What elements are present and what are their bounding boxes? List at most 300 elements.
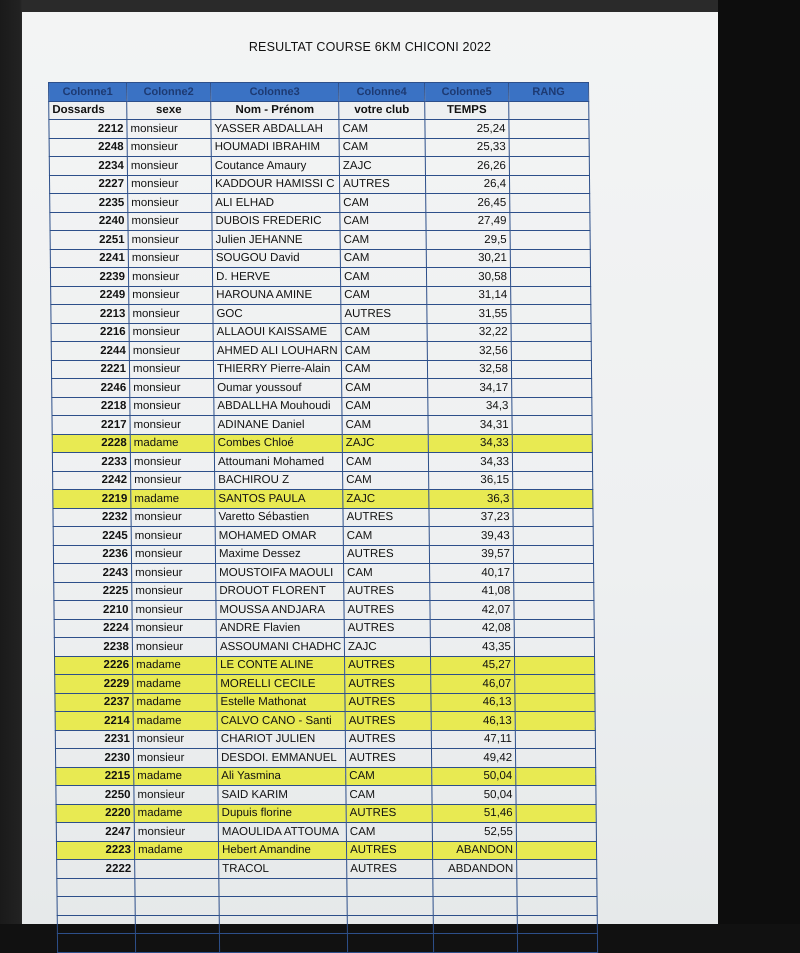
table-row bbox=[53, 545, 593, 564]
time-cell[interactable]: 34,33 bbox=[428, 434, 512, 453]
time-cell[interactable]: 51,46 bbox=[432, 804, 516, 823]
sexe-cell[interactable]: monsieur bbox=[132, 582, 216, 601]
name-cell[interactable]: Estelle Mathonat bbox=[217, 693, 345, 712]
dossard-cell[interactable]: 2244 bbox=[51, 342, 129, 361]
rang-cell[interactable] bbox=[510, 249, 590, 268]
name-cell[interactable]: ADINANE Daniel bbox=[214, 416, 342, 435]
time-cell[interactable]: 31,55 bbox=[427, 305, 511, 324]
time-cell[interactable]: 42,07 bbox=[430, 601, 514, 620]
dossard-cell[interactable]: 2233 bbox=[52, 453, 130, 472]
empty-cell[interactable] bbox=[517, 878, 597, 897]
empty-cell[interactable] bbox=[433, 934, 517, 953]
name-cell[interactable]: SOUGOU David bbox=[212, 249, 340, 268]
rang-cell[interactable] bbox=[512, 379, 592, 398]
club-cell[interactable]: AUTRES bbox=[344, 582, 430, 601]
name-cell[interactable]: Ali Yasmina bbox=[218, 767, 346, 786]
name-cell[interactable]: YASSER ABDALLAH bbox=[211, 120, 339, 139]
rang-cell[interactable] bbox=[515, 675, 595, 694]
rang-cell[interactable] bbox=[512, 453, 592, 472]
time-cell[interactable]: 34,33 bbox=[428, 453, 512, 472]
name-cell[interactable]: DUBOIS FREDERIC bbox=[212, 212, 340, 231]
name-cell[interactable]: MAOULIDA ATTOUMA bbox=[218, 823, 346, 842]
sexe-cell[interactable]: monsieur bbox=[133, 730, 217, 749]
dossard-cell[interactable]: 2232 bbox=[53, 508, 131, 527]
empty-cell[interactable] bbox=[517, 897, 597, 916]
empty-cell[interactable] bbox=[135, 915, 219, 934]
rang-cell[interactable] bbox=[516, 767, 596, 786]
time-cell[interactable]: 37,23 bbox=[429, 508, 513, 527]
club-cell[interactable]: AUTRES bbox=[345, 675, 431, 694]
empty-cell[interactable] bbox=[219, 934, 347, 953]
empty-row bbox=[57, 915, 597, 934]
time-cell[interactable]: 50,04 bbox=[432, 767, 516, 786]
time-cell[interactable]: 39,57 bbox=[429, 545, 513, 564]
dossard-cell[interactable]: 2246 bbox=[52, 379, 130, 398]
dossard-cell[interactable]: 2240 bbox=[50, 212, 128, 231]
time-cell[interactable]: 32,22 bbox=[427, 323, 511, 342]
table-row bbox=[55, 730, 595, 749]
time-cell[interactable]: 39,43 bbox=[429, 527, 513, 546]
sexe-cell[interactable]: madame bbox=[134, 841, 218, 860]
table-row bbox=[53, 490, 593, 509]
document-title: RESULTAT COURSE 6KM CHICONI 2022 bbox=[248, 40, 492, 54]
club-cell[interactable]: AUTRES bbox=[339, 175, 425, 194]
club-cell[interactable]: CAM bbox=[339, 120, 425, 139]
sexe-cell[interactable]: madame bbox=[133, 656, 217, 675]
rang-cell[interactable] bbox=[515, 656, 595, 675]
name-cell[interactable]: Coutance Amaury bbox=[211, 157, 339, 176]
name-cell[interactable]: SANTOS PAULA bbox=[215, 490, 343, 509]
time-cell[interactable]: ABDANDON bbox=[433, 860, 517, 879]
name-cell[interactable]: KADDOUR HAMISSI C bbox=[211, 175, 339, 194]
empty-cell[interactable] bbox=[347, 897, 433, 916]
club-cell[interactable]: CAM bbox=[343, 527, 429, 546]
sexe-cell[interactable]: monsieur bbox=[129, 323, 213, 342]
time-cell[interactable]: 25,24 bbox=[425, 120, 509, 139]
sexe-cell[interactable] bbox=[135, 860, 219, 879]
rang-cell[interactable] bbox=[514, 619, 594, 638]
dossard-cell[interactable]: 2231 bbox=[55, 730, 133, 749]
sexe-cell[interactable]: monsieur bbox=[131, 471, 215, 490]
club-cell[interactable]: CAM bbox=[346, 786, 432, 805]
club-cell[interactable]: CAM bbox=[340, 268, 426, 287]
empty-cell[interactable] bbox=[57, 915, 135, 934]
sexe-cell[interactable]: madame bbox=[133, 693, 217, 712]
club-cell[interactable]: CAM bbox=[340, 194, 426, 213]
time-cell[interactable]: 43,35 bbox=[430, 638, 514, 657]
time-cell[interactable]: ABANDON bbox=[432, 841, 516, 860]
sexe-cell[interactable]: monsieur bbox=[130, 379, 214, 398]
time-cell[interactable]: 30,21 bbox=[426, 249, 510, 268]
sexe-cell[interactable]: monsieur bbox=[130, 453, 214, 472]
table-row bbox=[51, 360, 591, 379]
dossard-cell[interactable]: 2239 bbox=[50, 268, 128, 287]
table-row bbox=[56, 767, 596, 786]
sexe-cell[interactable]: madame bbox=[133, 712, 217, 731]
sexe-cell[interactable]: monsieur bbox=[128, 231, 212, 250]
sexe-cell[interactable]: monsieur bbox=[129, 286, 213, 305]
empty-row bbox=[57, 934, 597, 953]
club-cell[interactable]: ZAJC bbox=[342, 434, 428, 453]
table-row bbox=[52, 434, 592, 453]
time-cell[interactable]: 32,56 bbox=[427, 342, 511, 361]
table-row bbox=[52, 379, 592, 398]
time-cell[interactable]: 45,27 bbox=[431, 656, 515, 675]
dossard-cell[interactable]: 2212 bbox=[49, 120, 127, 139]
dossard-cell[interactable]: 2219 bbox=[53, 490, 131, 509]
sexe-cell[interactable]: madame bbox=[134, 804, 218, 823]
club-cell[interactable]: AUTRES bbox=[346, 841, 432, 860]
rang-cell[interactable] bbox=[509, 138, 589, 157]
dossard-cell[interactable]: 2217 bbox=[52, 416, 130, 435]
time-cell[interactable]: 34,17 bbox=[428, 379, 512, 398]
rang-cell[interactable] bbox=[510, 268, 590, 287]
time-cell[interactable]: 49,42 bbox=[431, 749, 515, 768]
rang-cell[interactable] bbox=[510, 194, 590, 213]
name-cell[interactable]: Varetto Sébastien bbox=[215, 508, 343, 527]
name-cell[interactable]: Hebert Amandine bbox=[218, 841, 346, 860]
name-cell[interactable]: AHMED ALI LOUHARN bbox=[213, 342, 341, 361]
sexe-cell[interactable]: monsieur bbox=[134, 823, 218, 842]
club-cell[interactable]: CAM bbox=[340, 231, 426, 250]
sexe-cell[interactable]: madame bbox=[133, 675, 217, 694]
sexe-cell[interactable]: monsieur bbox=[131, 527, 215, 546]
club-cell[interactable]: ZAJC bbox=[343, 490, 429, 509]
name-cell[interactable]: ANDRE Flavien bbox=[216, 619, 344, 638]
sexe-cell[interactable]: monsieur bbox=[131, 545, 215, 564]
sexe-cell[interactable]: monsieur bbox=[127, 138, 211, 157]
sexe-cell[interactable]: monsieur bbox=[128, 268, 212, 287]
rang-cell[interactable] bbox=[513, 527, 593, 546]
empty-cell[interactable] bbox=[517, 915, 597, 934]
empty-cell[interactable] bbox=[347, 878, 433, 897]
sexe-cell[interactable]: monsieur bbox=[130, 397, 214, 416]
empty-cell[interactable] bbox=[219, 915, 347, 934]
rang-cell[interactable] bbox=[513, 471, 593, 490]
sexe-cell[interactable]: monsieur bbox=[129, 360, 213, 379]
club-cell[interactable]: AUTRES bbox=[343, 508, 429, 527]
dossard-cell[interactable]: 2224 bbox=[54, 619, 132, 638]
rang-cell[interactable] bbox=[511, 305, 591, 324]
column-header[interactable]: Colonne3 bbox=[211, 83, 339, 102]
time-cell[interactable]: 34,3 bbox=[428, 397, 512, 416]
name-cell[interactable]: TRACOL bbox=[219, 860, 347, 879]
dossard-cell[interactable]: 2223 bbox=[56, 841, 134, 860]
club-cell[interactable]: CAM bbox=[341, 286, 427, 305]
time-cell[interactable]: 30,58 bbox=[426, 268, 510, 287]
sexe-cell[interactable]: monsieur bbox=[128, 212, 212, 231]
club-cell[interactable]: AUTRES bbox=[345, 656, 431, 675]
empty-cell[interactable] bbox=[57, 934, 135, 953]
empty-cell[interactable] bbox=[517, 934, 597, 953]
name-cell[interactable]: MOUSTOIFA MAOULI bbox=[216, 564, 344, 583]
name-cell[interactable]: Maxime Dessez bbox=[215, 545, 343, 564]
dossard-cell[interactable]: 2234 bbox=[49, 157, 127, 176]
field-header-nom: Nom - Prénom bbox=[211, 101, 339, 120]
rang-cell[interactable] bbox=[515, 693, 595, 712]
name-cell[interactable]: D. HERVE bbox=[212, 268, 340, 287]
sexe-cell[interactable]: monsieur bbox=[131, 508, 215, 527]
dossard-cell[interactable]: 2228 bbox=[52, 434, 130, 453]
rang-cell[interactable] bbox=[509, 157, 589, 176]
club-cell[interactable]: AUTRES bbox=[347, 860, 433, 879]
rang-cell[interactable] bbox=[511, 286, 591, 305]
name-cell[interactable]: MOHAMED OMAR bbox=[215, 527, 343, 546]
dossard-cell[interactable]: 2222 bbox=[57, 860, 135, 879]
dossard-cell[interactable]: 2225 bbox=[54, 582, 132, 601]
rang-cell[interactable] bbox=[511, 323, 591, 342]
name-cell[interactable]: SAID KARIM bbox=[218, 786, 346, 805]
dossard-cell[interactable]: 2218 bbox=[52, 397, 130, 416]
name-cell[interactable]: THIERRY Pierre-Alain bbox=[213, 360, 341, 379]
club-cell[interactable]: CAM bbox=[342, 416, 428, 435]
column-header[interactable]: RANG bbox=[509, 83, 589, 102]
name-cell[interactable]: DESDOI. EMMANUEL bbox=[217, 749, 345, 768]
rang-cell[interactable] bbox=[509, 120, 589, 139]
rang-cell[interactable] bbox=[515, 730, 595, 749]
club-cell[interactable]: CAM bbox=[342, 453, 428, 472]
time-cell[interactable]: 32,58 bbox=[427, 360, 511, 379]
club-cell[interactable]: AUTRES bbox=[345, 749, 431, 768]
document-page bbox=[22, 12, 718, 924]
empty-cell[interactable] bbox=[57, 878, 135, 897]
name-cell[interactable]: ABDALLHA Mouhoudi bbox=[214, 397, 342, 416]
club-cell[interactable]: CAM bbox=[341, 342, 427, 361]
time-cell[interactable]: 27,49 bbox=[426, 212, 510, 231]
sexe-cell[interactable]: madame bbox=[131, 490, 215, 509]
rang-cell[interactable] bbox=[513, 545, 593, 564]
sexe-cell[interactable]: monsieur bbox=[129, 342, 213, 361]
club-cell[interactable]: CAM bbox=[344, 564, 430, 583]
club-cell[interactable]: AUTRES bbox=[343, 545, 429, 564]
name-cell[interactable]: Dupuis florine bbox=[218, 804, 346, 823]
sexe-cell[interactable]: monsieur bbox=[132, 601, 216, 620]
dossard-cell[interactable]: 2230 bbox=[55, 749, 133, 768]
column-header[interactable]: Colonne5 bbox=[425, 83, 509, 102]
table-row bbox=[54, 619, 594, 638]
club-cell[interactable]: CAM bbox=[342, 379, 428, 398]
field-header-dossards: Dossards bbox=[49, 101, 127, 120]
name-cell[interactable]: Attoumani Mohamed bbox=[214, 453, 342, 472]
sexe-cell[interactable]: monsieur bbox=[132, 638, 216, 657]
table-row bbox=[52, 397, 592, 416]
name-cell[interactable]: DROUOT FLORENT bbox=[216, 582, 344, 601]
sexe-cell[interactable]: monsieur bbox=[130, 416, 214, 435]
dossard-cell[interactable]: 2214 bbox=[55, 712, 133, 731]
sexe-cell[interactable]: monsieur bbox=[132, 619, 216, 638]
rang-cell[interactable] bbox=[510, 212, 590, 231]
club-cell[interactable]: ZAJC bbox=[339, 157, 425, 176]
time-cell[interactable]: 46,13 bbox=[431, 712, 515, 731]
rang-cell[interactable] bbox=[514, 582, 594, 601]
rang-cell[interactable] bbox=[516, 786, 596, 805]
table-row bbox=[55, 675, 595, 694]
rang-cell[interactable] bbox=[516, 804, 596, 823]
time-cell[interactable]: 42,08 bbox=[430, 619, 514, 638]
dossard-cell[interactable]: 2227 bbox=[49, 175, 127, 194]
rang-cell[interactable] bbox=[509, 175, 589, 194]
club-cell[interactable]: CAM bbox=[340, 212, 426, 231]
club-cell[interactable]: AUTRES bbox=[344, 601, 430, 620]
time-cell[interactable]: 46,07 bbox=[431, 675, 515, 694]
name-cell[interactable]: LE CONTE ALINE bbox=[217, 656, 345, 675]
rang-cell[interactable] bbox=[515, 749, 595, 768]
time-cell[interactable]: 29,5 bbox=[426, 231, 510, 250]
dossard-cell[interactable]: 2215 bbox=[56, 767, 134, 786]
dossard-cell[interactable]: 2242 bbox=[53, 471, 131, 490]
club-cell[interactable]: CAM bbox=[346, 767, 432, 786]
rang-cell[interactable] bbox=[516, 841, 596, 860]
name-cell[interactable]: BACHIROU Z bbox=[215, 471, 343, 490]
time-cell[interactable]: 26,26 bbox=[425, 157, 509, 176]
time-cell[interactable]: 40,17 bbox=[430, 564, 514, 583]
time-cell[interactable]: 52,55 bbox=[432, 823, 516, 842]
dossard-cell[interactable]: 2249 bbox=[51, 286, 129, 305]
time-cell[interactable]: 41,08 bbox=[430, 582, 514, 601]
empty-cell[interactable] bbox=[135, 934, 219, 953]
empty-cell[interactable] bbox=[57, 897, 135, 916]
table-row bbox=[54, 582, 594, 601]
name-cell[interactable]: ASSOUMANI CHADHC bbox=[216, 638, 344, 657]
club-cell[interactable]: AUTRES bbox=[345, 712, 431, 731]
dossard-cell[interactable]: 2247 bbox=[56, 823, 134, 842]
dossard-cell[interactable]: 2251 bbox=[50, 231, 128, 250]
rang-cell[interactable] bbox=[516, 823, 596, 842]
time-cell[interactable]: 50,04 bbox=[432, 786, 516, 805]
sexe-cell[interactable]: monsieur bbox=[132, 564, 216, 583]
sexe-cell[interactable]: monsieur bbox=[127, 120, 211, 139]
time-cell[interactable]: 31,14 bbox=[427, 286, 511, 305]
name-cell[interactable]: Julien JEHANNE bbox=[212, 231, 340, 250]
time-cell[interactable]: 25,33 bbox=[425, 138, 509, 157]
sexe-cell[interactable]: monsieur bbox=[127, 157, 211, 176]
table-row bbox=[55, 693, 595, 712]
rang-cell[interactable] bbox=[512, 416, 592, 435]
dossard-cell[interactable]: 2241 bbox=[50, 249, 128, 268]
time-cell[interactable]: 34,31 bbox=[428, 416, 512, 435]
dossard-cell[interactable]: 2221 bbox=[51, 360, 129, 379]
table-row bbox=[56, 786, 596, 805]
dossard-cell[interactable]: 2213 bbox=[51, 305, 129, 324]
sexe-cell[interactable]: monsieur bbox=[128, 194, 212, 213]
club-cell[interactable]: ZAJC bbox=[344, 638, 430, 657]
sexe-cell[interactable]: monsieur bbox=[128, 249, 212, 268]
club-cell[interactable]: CAM bbox=[342, 397, 428, 416]
dossard-cell[interactable]: 2229 bbox=[55, 675, 133, 694]
name-cell[interactable]: CALVO CANO - Santi bbox=[217, 712, 345, 731]
dossard-cell[interactable]: 2237 bbox=[55, 693, 133, 712]
rang-cell[interactable] bbox=[512, 397, 592, 416]
dossard-cell[interactable]: 2250 bbox=[56, 786, 134, 805]
empty-cell[interactable] bbox=[347, 934, 433, 953]
name-cell[interactable]: HOUMADI IBRAHIM bbox=[211, 138, 339, 157]
empty-cell[interactable] bbox=[347, 915, 433, 934]
rang-cell[interactable] bbox=[511, 342, 591, 361]
club-cell[interactable]: CAM bbox=[343, 471, 429, 490]
rang-cell[interactable] bbox=[512, 434, 592, 453]
name-cell[interactable]: Combes Chloé bbox=[214, 434, 342, 453]
time-cell[interactable]: 26,45 bbox=[426, 194, 510, 213]
sexe-cell[interactable]: monsieur bbox=[127, 175, 211, 194]
sexe-cell[interactable]: madame bbox=[134, 767, 218, 786]
rang-cell[interactable] bbox=[513, 508, 593, 527]
dossard-cell[interactable]: 2220 bbox=[56, 804, 134, 823]
dossard-cell[interactable]: 2226 bbox=[55, 656, 133, 675]
empty-cell[interactable] bbox=[433, 897, 517, 916]
table-row bbox=[54, 638, 594, 657]
club-cell[interactable]: CAM bbox=[346, 823, 432, 842]
column-header[interactable]: Colonne2 bbox=[127, 83, 211, 102]
name-cell[interactable]: HAROUNA AMINE bbox=[213, 286, 341, 305]
table-row bbox=[53, 508, 593, 527]
empty-cell[interactable] bbox=[135, 897, 219, 916]
dossard-cell[interactable]: 2238 bbox=[54, 638, 132, 657]
rang-cell[interactable] bbox=[510, 231, 590, 250]
empty-cell[interactable] bbox=[219, 897, 347, 916]
club-cell[interactable]: AUTRES bbox=[344, 619, 430, 638]
club-cell[interactable]: CAM bbox=[341, 323, 427, 342]
rang-cell[interactable] bbox=[511, 360, 591, 379]
name-cell[interactable]: ALLAOUI KAISSAME bbox=[213, 323, 341, 342]
dossard-cell[interactable]: 2248 bbox=[49, 138, 127, 157]
rang-cell[interactable] bbox=[514, 601, 594, 620]
time-cell[interactable]: 47,11 bbox=[431, 730, 515, 749]
rang-cell[interactable] bbox=[515, 712, 595, 731]
name-cell[interactable]: GOC bbox=[213, 305, 341, 324]
club-cell[interactable]: AUTRES bbox=[341, 305, 427, 324]
dossard-cell[interactable]: 2216 bbox=[51, 323, 129, 342]
table-row bbox=[51, 305, 591, 324]
time-cell[interactable]: 36,3 bbox=[429, 490, 513, 509]
sexe-cell[interactable]: monsieur bbox=[134, 786, 218, 805]
name-cell[interactable]: CHARIOT JULIEN bbox=[217, 730, 345, 749]
rang-cell[interactable] bbox=[514, 638, 594, 657]
rang-cell[interactable] bbox=[517, 860, 597, 879]
sexe-cell[interactable]: monsieur bbox=[133, 749, 217, 768]
column-header[interactable]: Colonne1 bbox=[49, 83, 127, 102]
time-cell[interactable]: 36,15 bbox=[429, 471, 513, 490]
rang-cell[interactable] bbox=[513, 490, 593, 509]
dossard-cell[interactable]: 2243 bbox=[54, 564, 132, 583]
rang-cell[interactable] bbox=[514, 564, 594, 583]
dossard-cell[interactable]: 2210 bbox=[54, 601, 132, 620]
time-cell[interactable]: 46,13 bbox=[431, 693, 515, 712]
empty-cell[interactable] bbox=[219, 878, 347, 897]
table-row bbox=[56, 804, 596, 823]
name-cell[interactable]: MORELLI CECILE bbox=[217, 675, 345, 694]
dossard-cell[interactable]: 2236 bbox=[53, 545, 131, 564]
club-cell[interactable]: AUTRES bbox=[345, 730, 431, 749]
field-header-temps: TEMPS bbox=[425, 101, 509, 120]
empty-cell[interactable] bbox=[433, 878, 517, 897]
club-cell[interactable]: CAM bbox=[339, 138, 425, 157]
empty-cell[interactable] bbox=[135, 878, 219, 897]
club-cell[interactable]: AUTRES bbox=[346, 804, 432, 823]
column-header[interactable]: Colonne4 bbox=[339, 83, 425, 102]
name-cell[interactable]: ALI ELHAD bbox=[212, 194, 340, 213]
name-cell[interactable]: MOUSSA ANDJARA bbox=[216, 601, 344, 620]
sexe-cell[interactable]: madame bbox=[130, 434, 214, 453]
empty-cell[interactable] bbox=[433, 915, 517, 934]
dossard-cell[interactable]: 2245 bbox=[53, 527, 131, 546]
club-cell[interactable]: CAM bbox=[341, 360, 427, 379]
club-cell[interactable]: CAM bbox=[340, 249, 426, 268]
name-cell[interactable]: Oumar youssouf bbox=[214, 379, 342, 398]
time-cell[interactable]: 26,4 bbox=[425, 175, 509, 194]
sexe-cell[interactable]: monsieur bbox=[129, 305, 213, 324]
club-cell[interactable]: AUTRES bbox=[345, 693, 431, 712]
dossard-cell[interactable]: 2235 bbox=[50, 194, 128, 213]
